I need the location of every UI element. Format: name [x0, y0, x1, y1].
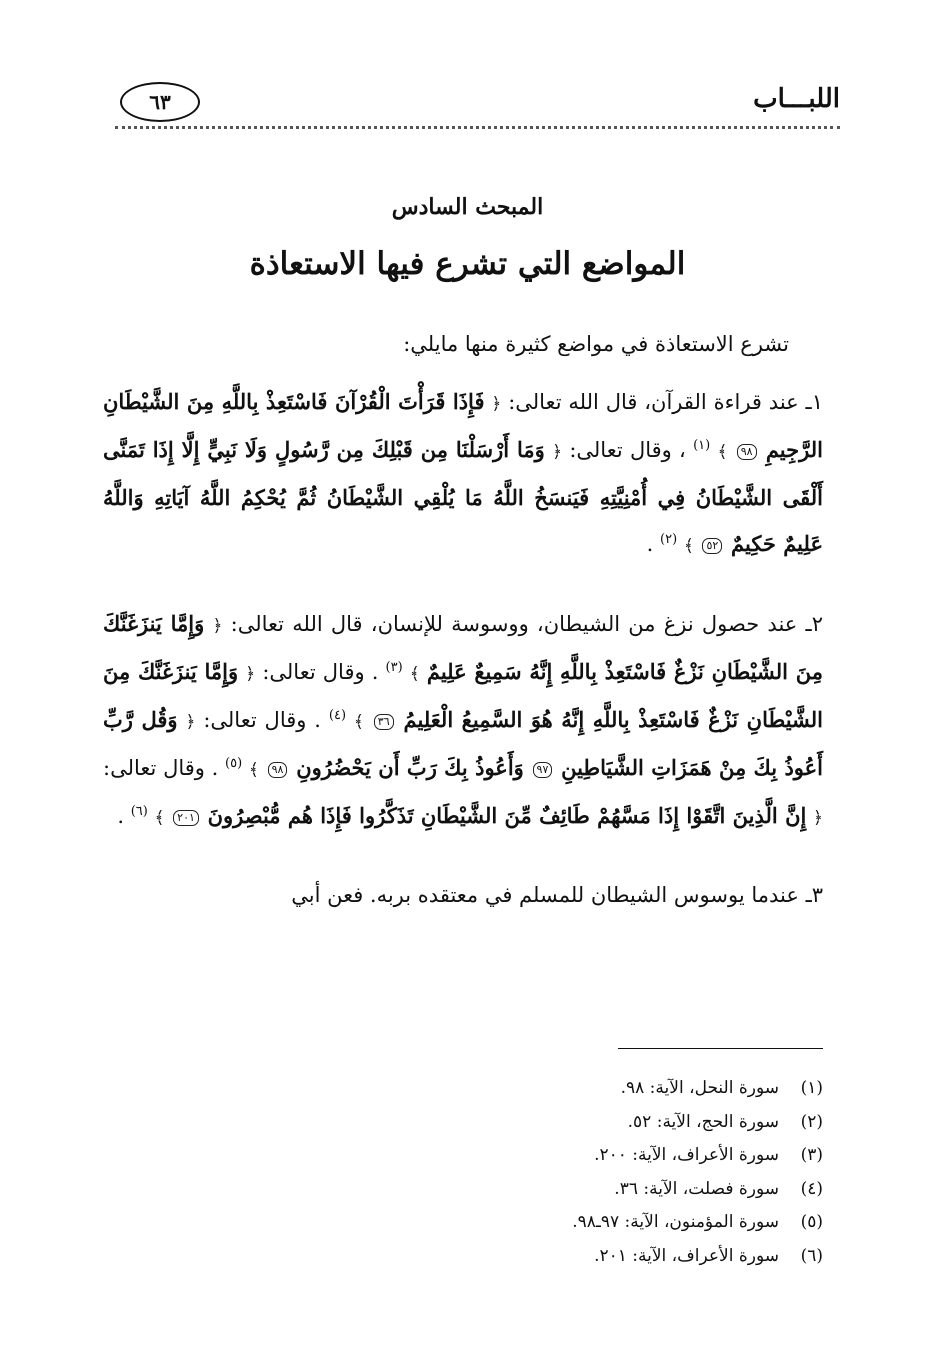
quran-verse: وَمَا أَرْسَلْنَا مِن قَبْلِكَ مِن رَّسُولٍ وَلَا نَبِيٍّ إِلَّا إِذَا تَمَنَّى أَلْقَى الشَّيْطَانُ فِي أُمْنِيَّتِهِ فَيَنسَخُ اللَّهُ مَا يُلْقِي الشَّيْطَانُ ثُمَّ يُحْكِمُ اللَّهُ آيَاتِهِ وَاللَّهُ عَلِيمٌ حَكِيمٌ	[103, 437, 823, 556]
footnote-number: (١)	[800, 1078, 823, 1098]
quran-open-ornament: ﴿	[552, 442, 563, 462]
ayah-number-marker: ٥٢	[702, 538, 722, 554]
footnote-text: سورة الأعراف، الآية: ٢٠٠.	[594, 1145, 779, 1165]
footnote-item	[103, 1206, 823, 1240]
page-header	[110, 78, 840, 126]
para2-lead: ٢ـ عند حصول نزغ من الشيطان، ووسوسة للإنسان، قال الله تعالى:	[230, 612, 823, 636]
footnote-item	[103, 1173, 823, 1207]
ayah-number-marker: ٩٨	[737, 444, 757, 460]
ayah-number-marker: ٩٨	[268, 762, 288, 778]
footnote-number: (٢)	[800, 1111, 823, 1132]
footnote-number: (٥)	[800, 1212, 823, 1232]
footnote-text: سورة فصلت، الآية: ٣٦.	[614, 1178, 779, 1199]
quran-verse: فَإِذَا قَرَأْتَ الْقُرْآنَ فَاسْتَعِذْ بِاللَّهِ مِنَ الشَّيْطَانِ الرَّجِيمِ	[103, 389, 823, 462]
quran-verse: وَإِمَّا يَنزَغَنَّكَ مِنَ الشَّيْطَانِ نَزْغٌ فَاسْتَعِذْ بِاللَّهِ إِنَّهُ هُوَ السَّمِيعُ الْعَلِيمُ	[103, 659, 824, 732]
quran-close-ornament: ﴾	[717, 442, 728, 462]
footnote-text: سورة الأعراف، الآية: ٢٠١.	[594, 1245, 779, 1266]
quran-verse: وَأَعُوذُ بِكَ رَبِّ أَن يَحْضُرُونِ	[296, 755, 524, 780]
footnote-ref: (٦)	[130, 804, 148, 819]
footnote-ref: (٥)	[225, 756, 243, 771]
quran-open-ornament: ﴿	[491, 394, 502, 414]
quran-open-ornament: ﴿	[245, 664, 256, 684]
footnote-item	[103, 1139, 823, 1173]
paragraph-3: ٣ـ عندما يوسوس الشيطان للمسلم في معتقده بربه. فعن أبي	[291, 883, 823, 907]
footnote-number: (٤)	[800, 1178, 823, 1199]
quran-open-ornament: ﴿	[813, 808, 823, 828]
quran-verse: وَقُل رَّبِّ أَعُوذُ بِكَ مِنْ هَمَزَاتِ الشَّيَاطِينِ	[103, 707, 824, 780]
footnote-ref: (٢)	[660, 532, 678, 547]
ayah-number-marker: ٢٠١	[173, 810, 199, 826]
header-divider	[115, 126, 840, 129]
connector-text: . وقال تعالى:	[203, 708, 321, 732]
footnote-number: (٣)	[800, 1145, 823, 1165]
running-title: اللبـــاب	[753, 84, 840, 114]
body-text	[103, 322, 823, 950]
quran-open-ornament: ﴿	[212, 616, 223, 636]
para1-lead: ١ـ عند قراءة القرآن، قال الله تعالى:	[508, 390, 823, 414]
quran-close-ornament: ﴾	[248, 760, 259, 780]
quran-close-ornament: ﴾	[353, 712, 364, 732]
section-label: المبحث السادس	[391, 194, 544, 220]
paragraph-1	[103, 379, 823, 569]
footnote-divider	[618, 1048, 823, 1049]
quran-close-ornament: ﴾	[409, 664, 420, 684]
footnote-ref: (١)	[693, 438, 711, 453]
footnote-item	[103, 1240, 823, 1274]
page-number: ٦٣	[120, 82, 200, 122]
footnote-item	[103, 1106, 823, 1140]
quran-open-ornament: ﴿	[185, 712, 196, 732]
ayah-number-marker: ٩٧	[533, 762, 553, 778]
footnotes-list	[103, 1072, 823, 1273]
footnote-ref: (٤)	[328, 708, 347, 723]
connector-text: . وقال تعالى:	[262, 660, 379, 684]
footnote-text: سورة المؤمنون، الآية: ٩٧ـ٩٨.	[572, 1212, 779, 1232]
intro-paragraph: تشرع الاستعاذة في مواضع كثيرة منها مايلي:	[403, 332, 789, 356]
paragraph-2	[103, 601, 823, 841]
sentence-end: .	[646, 532, 654, 556]
quran-close-ornament: ﴾	[154, 808, 165, 828]
footnote-ref: (٣)	[385, 660, 403, 675]
footnote-item	[103, 1072, 823, 1106]
quran-verse: وَإِمَّا يَنزَغَنَّكَ مِنَ الشَّيْطَانِ نَزْغٌ فَاسْتَعِذْ بِاللَّهِ إِنَّهُ سَمِيعٌ عَلِيمٌ	[103, 611, 823, 684]
quran-close-ornament: ﴾	[683, 536, 694, 556]
section-title: المواضع التي تشرع فيها الاستعاذة	[249, 246, 686, 282]
sentence-end: .	[117, 804, 124, 828]
footnote-text: سورة النحل، الآية: ٩٨.	[620, 1078, 779, 1098]
footnote-text: سورة الحج، الآية: ٥٢.	[627, 1111, 779, 1132]
quran-verse: إِنَّ الَّذِينَ اتَّقَوْا إِذَا مَسَّهُمْ طَائِفٌ مِّنَ الشَّيْطَانِ تَذَكَّرُوا فَإِذَا هُم مُّبْصِرُونَ	[207, 803, 807, 828]
ayah-number-marker: ٣٦	[374, 714, 394, 730]
connector-text: ، وقال تعالى:	[569, 438, 686, 462]
footnote-number: (٦)	[800, 1245, 823, 1266]
connector-text: . وقال تعالى:	[103, 756, 219, 780]
